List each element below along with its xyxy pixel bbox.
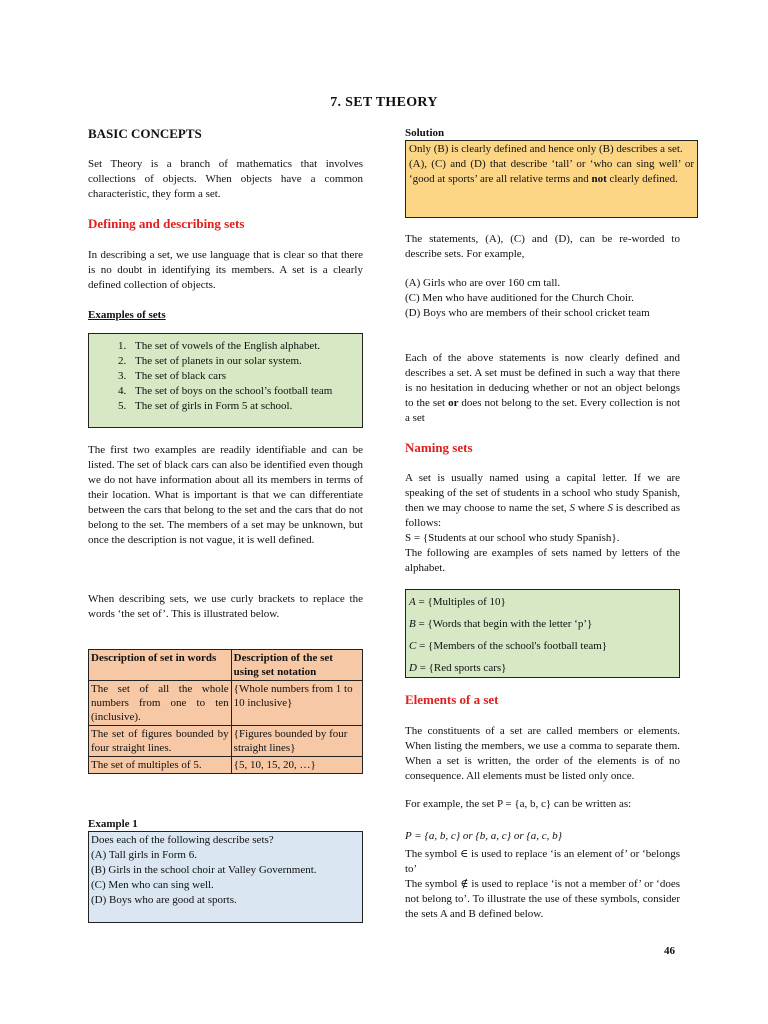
defining-heading: Defining and describing sets	[88, 216, 245, 231]
example1-line: (C) Men who can sing well.	[91, 879, 214, 891]
solution-heading: Solution	[405, 127, 445, 139]
table-cell: {5, 10, 15, 20, …}	[231, 757, 362, 774]
page-title: 7. SET THEORY	[330, 95, 438, 110]
defining-paragraph: In describing a set, we use language that is clear so that there is no doubt in identifying its members. A set is a clearly defined collection of objects.	[88, 249, 363, 291]
naming-text: A set is usually named using a capital letter. If we are speaking of the set of students in a school who study Spanish, then we may choose to name the set,	[405, 472, 680, 514]
elements-example: For example, the set P = {a, b, c} can be written as:	[405, 798, 632, 810]
naming-s: S	[569, 502, 575, 514]
basic-concepts-heading: BASIC CONCEPTS	[88, 126, 202, 141]
table-cell: The set of multiples of 5.	[89, 757, 232, 774]
naming-paragraph	[405, 471, 680, 531]
reworded-intro: The statements, (A), (C) and (D), can be re-worded to describe sets. For example,	[405, 233, 680, 260]
table-cell: {Whole numbers from 1 to 10 inclusive}	[231, 681, 362, 726]
list-item: (C) Men who have auditioned for the Church Choir.	[405, 292, 634, 304]
naming-definition: S = {Students at our school who study Spanish}.	[405, 532, 620, 544]
set-letter: C	[409, 640, 417, 652]
table-cell: The set of all the whole numbers from one to ten (inclusive).	[89, 681, 232, 726]
solution-line-1: Only (B) is clearly defined and hence only (B) describes a set.	[409, 143, 683, 155]
table-row	[89, 681, 363, 726]
examples-heading: Examples of sets	[88, 309, 166, 321]
list-item: 2. The set of planets in our solar system.	[129, 354, 362, 369]
reworded-list	[405, 276, 680, 321]
each-text: Each of the above statements is now clearly defined and describes a set. A set must be defined in such a way that there is no hesitation in deducing whether or not an object belongs to the set	[405, 352, 680, 409]
each-paragraph	[405, 351, 680, 426]
named-set-a	[406, 591, 679, 613]
set-letter: A	[409, 596, 416, 608]
list-item: 5. The set of girls in Form 5 at school.	[129, 399, 362, 414]
named-set-b	[406, 613, 679, 635]
naming-text-end: is described as follows:	[405, 502, 681, 529]
list-item: (A) Girls who are over 160 cm tall.	[405, 277, 561, 289]
set-desc: = {Members of the school's football team}	[419, 640, 608, 652]
example1-line: (A) Tall girls in Form 6.	[91, 849, 197, 861]
example1-line: Does each of the following describe sets?	[91, 834, 274, 846]
example1-heading: Example 1	[88, 818, 138, 830]
naming-heading: Naming sets	[405, 440, 473, 455]
solution-line-2	[409, 157, 694, 187]
first-two-paragraph: The first two examples are readily identifiable and can be listed. The set of black cars can also be identified even though we do not have information about all its members in terms of their location. What is important is that we can differentiate between the cars that belong to the set and the cars that do not belong to the set. The members of a set may be unknown, but once the description is not vague, it is well defined.	[88, 444, 363, 546]
page-number: 46	[664, 945, 675, 957]
set-letter: B	[409, 618, 416, 630]
set-desc: = {Multiples of 10}	[418, 596, 506, 608]
set-desc: = {Red sports cars}	[419, 662, 507, 674]
table-row	[89, 757, 363, 774]
named-sets-box	[405, 589, 680, 678]
each-or: or	[448, 397, 459, 409]
solution-box	[405, 140, 698, 218]
table-row	[89, 726, 363, 757]
elements-equation: P = {a, b, c} or {b, a, c} or {a, c, b}	[405, 830, 563, 842]
examples-list	[89, 339, 362, 414]
list-item: 1. The set of vowels of the English alphabet.	[129, 339, 362, 354]
curly-brackets-paragraph: When describing sets, we use curly brackets to replace the words ‘the set of’. This is illustrated below.	[88, 593, 363, 620]
example1-line: (D) Boys who are good at sports.	[91, 894, 237, 906]
table-header: Description of the set using set notation	[231, 650, 362, 681]
named-set-d	[406, 657, 679, 679]
symbol-in-paragraph: The symbol ∈ is used to replace ‘is an element of’ or ‘belongs to’	[405, 848, 680, 875]
elements-paragraph: The constituents of a set are called members or elements. When listing the members, we use a comma to separate them. When a set is written, the order of the elements is of no consequence. All elements must be listed only once.	[405, 725, 680, 782]
list-item: 3. The set of black cars	[129, 369, 362, 384]
table-header: Description of set in words	[89, 650, 232, 681]
naming-where: where	[577, 502, 605, 514]
table-header-row	[89, 650, 363, 681]
naming-s2: S	[607, 502, 613, 514]
set-desc: = {Words that begin with the letter ‘p’}	[418, 618, 593, 630]
table-cell: {Figures bounded by four straight lines}	[231, 726, 362, 757]
intro-paragraph: Set Theory is a branch of mathematics that involves collections of objects. When objects have a common characteristic, they form a set.	[88, 158, 363, 200]
solution-not: not	[591, 173, 607, 185]
solution-text: (A), (C) and (D) that describe ‘tall’ or ‘who can sing well’ or ‘good at sports’ are all relative terms and	[409, 158, 694, 185]
example1-line: (B) Girls in the school choir at Valley Government.	[91, 864, 317, 876]
elements-heading: Elements of a set	[405, 692, 499, 707]
symbol-notin-paragraph: The symbol ∉ is used to replace ‘is not a member of’ or ‘does not belong to’. To illustrate the use of these symbols, consider the sets A and B defined below.	[405, 878, 680, 920]
naming-following: The following are examples of sets named by letters of the alphabet.	[405, 547, 680, 574]
each-text-end: does not belong to the set. Every collection is not a set	[405, 397, 681, 424]
set-description-table	[88, 649, 363, 774]
examples-box	[88, 333, 363, 428]
table-cell: The set of figures bounded by four straight lines.	[89, 726, 232, 757]
named-set-c	[406, 635, 679, 657]
example1-box	[88, 831, 363, 923]
solution-text-end: clearly defined.	[609, 173, 678, 185]
list-item: (D) Boys who are members of their school cricket team	[405, 307, 650, 319]
list-item: 4. The set of boys on the school’s football team	[129, 384, 362, 399]
set-letter: D	[409, 662, 417, 674]
